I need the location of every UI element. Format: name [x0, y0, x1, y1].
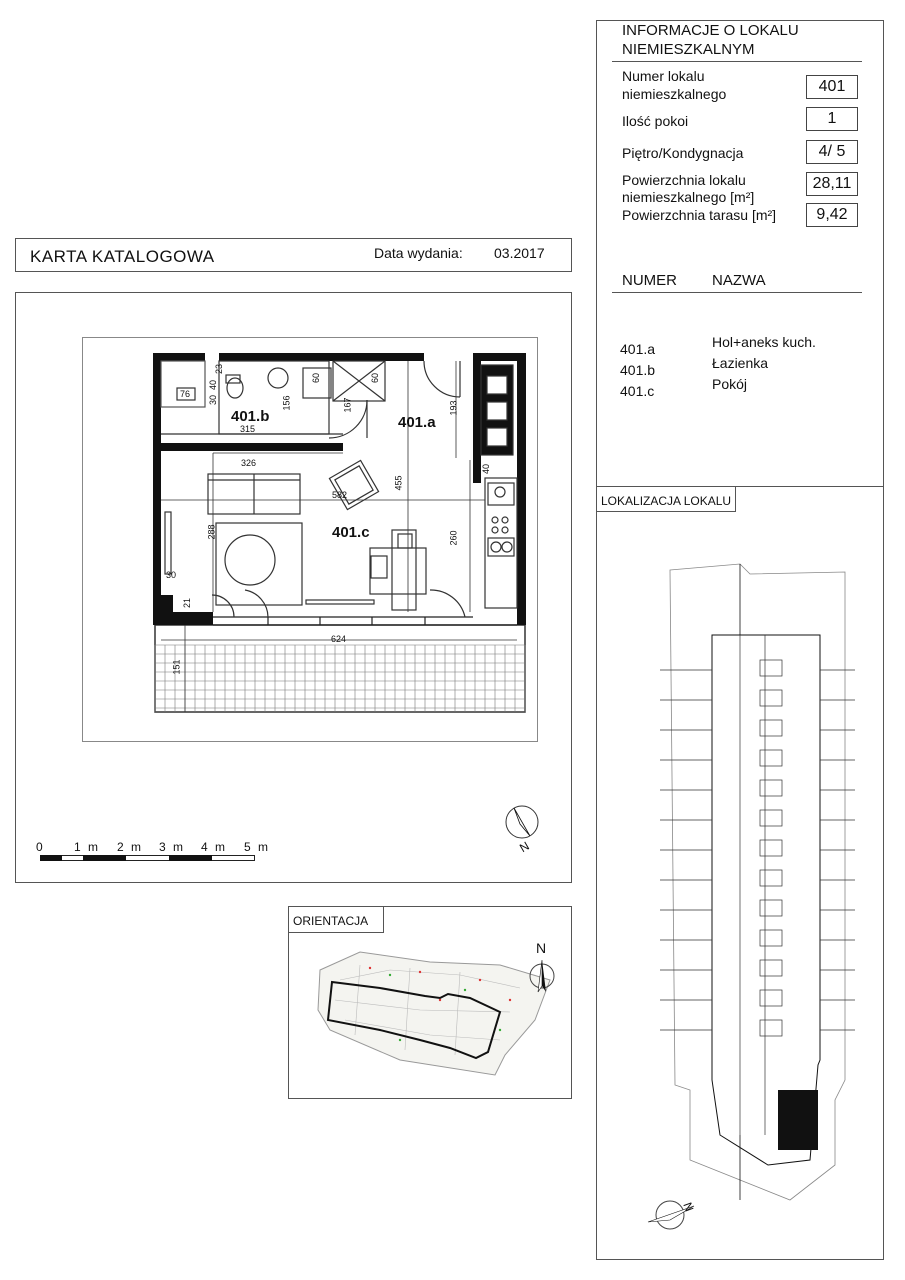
info-label: Powierzchnia lokalu [622, 172, 746, 188]
dim-label: 288 [206, 524, 217, 540]
dim-label: 151 [171, 659, 182, 675]
floor-value: 4/ 5 [806, 140, 858, 164]
info-label: niemieszkalnego [622, 86, 727, 102]
dim-label: 260 [448, 530, 459, 546]
col-name-header: NAZWA [712, 272, 766, 289]
unit-area-value: 28,11 [806, 172, 858, 196]
info-label: Powierzchnia tarasu [m²] [622, 207, 777, 223]
dim-label: 315 [240, 424, 256, 434]
info-panel-border [596, 20, 597, 1260]
issue-date-label: Data wydania: [374, 245, 463, 261]
info-label: Ilość pokoi [622, 113, 689, 129]
dim-label: 193 [448, 400, 459, 416]
room-label-401a: 401.a [398, 414, 436, 431]
dim-label: 156 [281, 395, 292, 411]
location-north-label: N [680, 1200, 697, 1214]
scale-label: 2 m [117, 840, 144, 854]
scale-label: 3 m [159, 840, 186, 854]
dim-label: 167 [342, 397, 353, 413]
dim-label: 30 [208, 394, 219, 406]
room-number: 401.c [620, 383, 655, 399]
room-name: Łazienka [712, 355, 769, 371]
dim-label: 582 [332, 490, 348, 500]
dim-label: 624 [331, 634, 347, 644]
info-panel-right-border [883, 20, 884, 1260]
orientation-north-label: N [536, 940, 547, 956]
scale-label: 5 m [244, 840, 271, 854]
room-count-value: 1 [806, 107, 858, 131]
dim-label: 326 [241, 458, 257, 468]
building-location-plan [640, 560, 870, 1250]
dim-label: 60 [370, 372, 381, 384]
info-label: niemieszkalnego [m²] [622, 189, 755, 205]
room-number: 401.b [620, 362, 656, 378]
room-name: Pokój [712, 376, 748, 392]
catalog-title: KARTA KATALOGOWA [30, 247, 215, 266]
dim-label: 76 [180, 389, 191, 399]
scale-label: 1 m [74, 840, 101, 854]
compass-north-label: N [517, 838, 532, 856]
room-number: 401.a [620, 341, 656, 357]
terrace-area-value: 9,42 [806, 203, 858, 227]
floor-plan-drawing [0, 0, 600, 890]
info-panel-top-line [596, 20, 884, 21]
room-label-401c: 401.c [332, 524, 370, 541]
dim-label: 455 [393, 475, 404, 491]
info-label: Numer lokalu [622, 68, 705, 84]
scale-label: 4 m [201, 840, 228, 854]
info-heading-line2: NIEMIESZKALNYM [622, 41, 755, 58]
dim-label: 60 [311, 372, 322, 384]
info-panel-bottom-line [596, 1259, 884, 1260]
issue-date: 03.2017 [494, 245, 545, 261]
info-label: Piętro/Kondygnacja [622, 145, 744, 161]
dim-label: 21 [182, 597, 193, 609]
room-label-401b: 401.b [231, 408, 270, 425]
dim-label: 40 [208, 379, 219, 391]
col-number-header: NUMER [622, 272, 677, 289]
room-name: Hol+aneks kuch. [712, 334, 816, 350]
unit-number-value: 401 [806, 75, 858, 99]
dim-label: 30 [166, 570, 177, 580]
dim-label: 40 [481, 463, 492, 475]
orientation-title: ORIENTACJA [293, 914, 369, 928]
location-title: LOKALIZACJA LOKALU [601, 494, 732, 508]
dim-label: 23 [214, 363, 225, 375]
info-heading-line1: INFORMACJE O LOKALU [622, 22, 799, 39]
scale-label: 0 [36, 840, 44, 854]
scale-bar [40, 855, 255, 861]
